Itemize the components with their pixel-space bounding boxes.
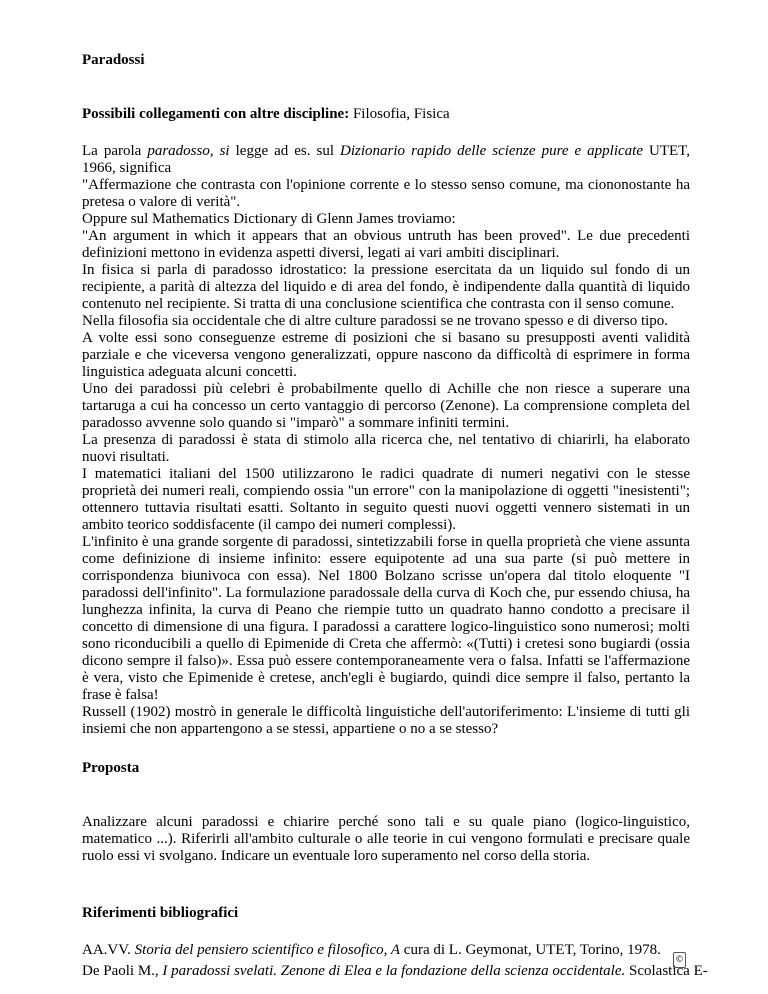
intro-italic-term: paradosso, si — [147, 143, 230, 159]
reference-title: I paradossi svelati. Zenone di Elea e la fondazione della scienza occidentale. — [162, 963, 626, 979]
paragraph: "An argument in which it appears that an obvious untruth has been proved". Le due precedenti definizioni mettono in evidenza aspetti diversi, legati ai vari ambiti disciplinari. — [82, 228, 690, 261]
paragraph: Oppure sul Mathematics Dictionary di Glenn James troviamo: — [82, 211, 456, 227]
paragraph: Russell (1902) mostrò in generale le difficoltà linguistiche dell'autoriferimento: L'insieme di tutti gli insiemi che non appartengono a se stessi, appartiene o no a se stesso? — [82, 704, 690, 737]
reference-details: cura di L. Geymonat, UTET, Torino, 1978. — [400, 942, 661, 958]
paragraph: In fisica si parla di paradosso idrostatico: la pressione esercitata da un liquido sul fondo di un recipiente, a parità di altezza del liquido e di area del fondo, è indipendente dalla quantità di liquido contenuto nel recipiente. Si tratta di una conclusione scientifica che contrasta con il senso comune. — [82, 262, 690, 312]
paragraph: L'infinito è una grande sorgente di paradossi, sintetizzabili forse in quella proprietà che viene assunta come definizione di insieme infinito: essere equipotente ad una sua parte (si può mettere in corrispondenza biunivoca con essa). Nel 1800 Bolzano scrisse un'opera dal titolo eloquente "I paradossi dell'infinito". La formulazione paradossale della curva di Koch che, pur essendo chiusa, ha lunghezza infinita, la curva di Peano che riempie tutto un quadrato hanno condotto a precisare il concetto di dimensione di una figura. I paradossi a carattere logico-linguistico sono numerosi; molti sono riconducibili a quello di Epimenide di Creta che affermò: «(Tutti) i cretesi sono bugiardi (ossia dicono sempre il falso)». Essa può essere contemporaneamente vera o falsa. Infatti se l'affermazione è vera, visto che Epimenide è cretese, anch'egli è bugiardo, quindi dice sempre il falso, pertanto la frase è falsa! — [82, 534, 690, 703]
paragraph-intro — [82, 143, 690, 177]
intro-text-1: La parola — [82, 143, 148, 159]
related-disciplines — [82, 106, 690, 123]
page-title: Paradossi — [82, 52, 145, 68]
paragraph: A volte essi sono conseguenze estreme di posizioni che si basano su presupposti aventi validità parziale e che viceversa vengono generalizzati, oppure nascono da difficoltà di esprimere in forma linguistica adeguata alcuni concetti. — [82, 330, 690, 380]
proposal-heading: Proposta — [82, 760, 140, 776]
paragraph: Nella filosofia sia occidentale che di altre culture paradossi se ne trovano spesso e di diverso tipo. — [82, 313, 669, 329]
reference-author: AA.VV. — [82, 942, 135, 958]
document-content — [82, 52, 708, 984]
reference-details: Scolastica E- — [625, 963, 708, 979]
references-heading: Riferimenti bibliografici — [82, 905, 239, 921]
reference-item — [82, 942, 690, 959]
paragraph: I matematici italiani del 1500 utilizzarono le radici quadrate di numeri negativi con le stesse proprietà dei numeri reali, compiendo ossia "un errore" con la manipolazione di oggetti "inesistenti"; ottennero tuttavia risultati esatti. Soltanto in seguito questi nuovi oggetti vennero sistemati in un ambito teorico soddisfacente (il campo dei numeri complessi). — [82, 466, 690, 533]
intro-text-2: legge ad es. sul — [229, 143, 341, 159]
reference-item — [82, 963, 708, 980]
proposal-text: Analizzare alcuni paradossi e chiarire perché sono tali e su quale piano (logico-linguistico, matematico ...). Riferirli all'ambito culturale o alle teorie in cui vengono formulati e precisare quale ruolo essi vi svolgano. Indicare un eventuale loro superamento nel corso della storia. — [82, 814, 690, 864]
paragraph: "Affermazione che contrasta con l'opinione corrente e lo stesso senso comune, ma ciononostante ha pretesa o valore di verità". — [82, 177, 690, 210]
body-text — [82, 143, 690, 738]
paragraph: La presenza di paradossi è stata di stimolo alla ricerca che, nel tentativo di chiarirli, ha elaborato nuovi risultati. — [82, 432, 690, 465]
copyright-icon: © — [673, 952, 686, 968]
reference-author: De Paoli M., — [82, 963, 163, 979]
related-disciplines-label: Possibili collegamenti con altre discipline: — [82, 106, 350, 122]
intro-text-3: UTET, 1966, significa — [82, 143, 690, 176]
reference-title: Storia del pensiero scientifico e filosofico, A — [134, 942, 401, 958]
intro-italic-source: Dizionario rapido delle scienze pure e applicate — [340, 143, 643, 159]
related-disciplines-value: Filosofia, Fisica — [349, 106, 450, 122]
paragraph: Uno dei paradossi più celebri è probabilmente quello di Achille che non riesce a superare una tartaruga a cui ha concesso un certo vantaggio di percorso (Zenone). La comprensione completa del paradosso avvenne solo quando si "imparò" a sommare infiniti termini. — [82, 381, 690, 431]
references-list — [82, 942, 708, 980]
